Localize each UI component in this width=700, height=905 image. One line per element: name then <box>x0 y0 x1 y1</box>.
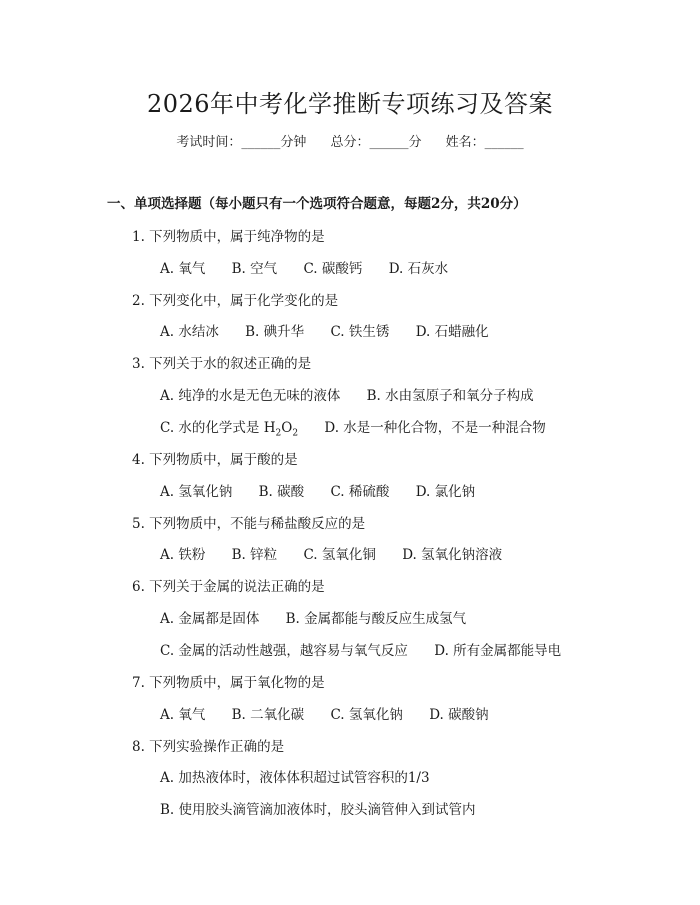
option: A. 氢氧化钠 <box>160 484 233 500</box>
question-stem: 2. 下列变化中，属于化学变化的是 <box>132 293 339 309</box>
question-options <box>160 766 452 786</box>
option: B. 水由氢原子和氧分子构成 <box>366 388 534 404</box>
option: A. 加热液体时，液体体积超过试管容积的1/3 <box>160 770 430 786</box>
exam-score: 总分：______分 <box>330 135 422 150</box>
question-options <box>160 703 511 723</box>
exam-info <box>0 131 700 150</box>
option: A. 金属都是固体 <box>160 611 260 627</box>
option: C. 氢氧化铜 <box>303 547 376 563</box>
question-options <box>160 798 498 818</box>
question-options <box>160 416 568 439</box>
option: C. 碳酸钙 <box>303 261 363 277</box>
option: D. 氯化钠 <box>415 484 476 500</box>
option: B. 使用胶头滴管滴加液体时，胶头滴管伸入到试管内 <box>160 802 476 818</box>
question-options <box>160 257 470 277</box>
option: A. 氧气 <box>160 261 206 277</box>
option: B. 碳酸 <box>258 484 305 500</box>
chem-formula: $H_2O_2$ <box>263 420 299 439</box>
student-name: 姓名：______ <box>445 135 524 150</box>
question-stem: 6. 下列关于金属的说法正确的是 <box>132 579 325 595</box>
option: D. 氢氧化钠溶液 <box>402 547 503 563</box>
option: D. 所有金属都能导电 <box>434 643 562 659</box>
option: D. 石蜡融化 <box>415 324 489 340</box>
option: A. 水结冰 <box>160 324 219 340</box>
question-stem: 4. 下列物质中，属于酸的是 <box>132 452 298 468</box>
option: B. 二氧化碳 <box>231 707 305 723</box>
option: A. 铁粉 <box>160 547 206 563</box>
question-stem: 3. 下列关于水的叙述正确的是 <box>132 356 312 372</box>
option: D. 水是一种化合物，不是一种混合物 <box>324 420 546 436</box>
question-options <box>160 480 497 500</box>
question-options <box>160 639 583 659</box>
option: C. 铁生锈 <box>330 324 390 340</box>
option: D. 石灰水 <box>388 261 449 277</box>
option: B. 金属都能与酸反应生成氢气 <box>285 611 467 627</box>
question-stem: 8. 下列实验操作正确的是 <box>132 739 285 755</box>
option: C. 水的化学式是 $H_2O_2$ <box>160 420 299 439</box>
option: B. 空气 <box>231 261 278 277</box>
option: B. 锌粒 <box>231 547 278 563</box>
option: C. 稀硫酸 <box>330 484 390 500</box>
question-options <box>160 543 524 563</box>
question-options <box>160 320 511 340</box>
section-heading: 一、单项选择题（每小题只有一个选项符合题意，每题2分，共20分） <box>107 196 527 212</box>
exam-time: 考试时间：______分钟 <box>176 135 307 150</box>
question-stem: 7. 下列物质中，属于氧化物的是 <box>132 675 325 691</box>
question-options <box>160 607 488 627</box>
question-stem: 5. 下列物质中，不能与稀盐酸反应的是 <box>132 516 366 532</box>
option: D. 碳酸钠 <box>429 707 489 723</box>
question-options <box>160 384 556 404</box>
option: A. 氧气 <box>160 707 206 723</box>
option: C. 金属的活动性越强，越容易与氧气反应 <box>160 643 408 659</box>
page-title: 2026年中考化学推断专项练习及答案 <box>146 90 554 118</box>
option: A. 纯净的水是无色无味的液体 <box>160 388 341 404</box>
option: C. 氢氧化钠 <box>330 707 403 723</box>
option: B. 碘升华 <box>245 324 305 340</box>
question-stem: 1. 下列物质中，属于纯净物的是 <box>132 229 325 245</box>
